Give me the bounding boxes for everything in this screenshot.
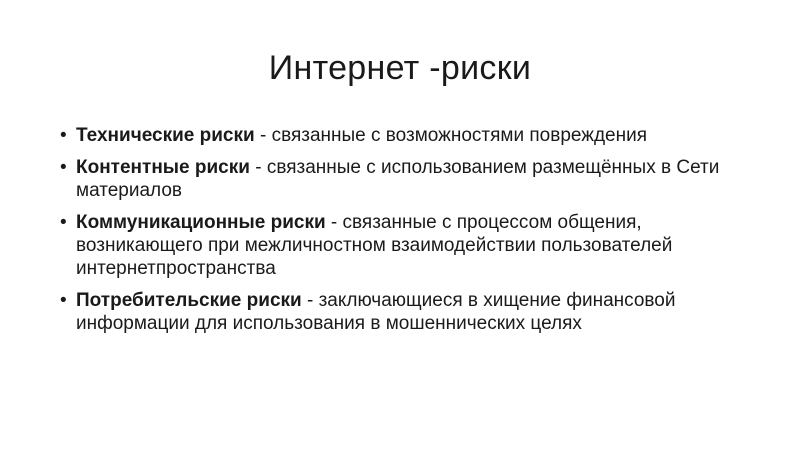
slide-title: Интернет -риски <box>268 49 532 87</box>
bullet-term: Технические риски <box>76 125 255 146</box>
bullet-term: Коммуникационные риски <box>76 212 326 233</box>
bullet-icon: • <box>60 290 67 311</box>
bullet-icon: • <box>60 212 67 233</box>
bullet-term: Потребительские риски <box>76 290 302 311</box>
bullet-list <box>60 124 740 344</box>
bullet-item-technical-risks <box>60 124 740 147</box>
bullet-text: - связанные с возможностями повреждения <box>254 125 648 146</box>
bullet-item-consumer-risks <box>60 289 740 335</box>
bullet-item-content-risks <box>60 156 740 202</box>
bullet-term: Контентные риски <box>76 157 250 178</box>
bullet-text: - связанные с процессом общения, возникающего при межличностном взаимодействии пользователей интернетпространства <box>76 212 673 279</box>
bullet-icon: • <box>60 125 67 146</box>
bullet-icon: • <box>60 157 67 178</box>
bullet-text: - заключающиеся в хищение финансовой информации для использования в мошеннических целях <box>76 290 676 334</box>
bullet-text: - связанные с использованием размещённых в Сети материалов <box>76 157 720 201</box>
bullet-item-communication-risks <box>60 211 740 280</box>
